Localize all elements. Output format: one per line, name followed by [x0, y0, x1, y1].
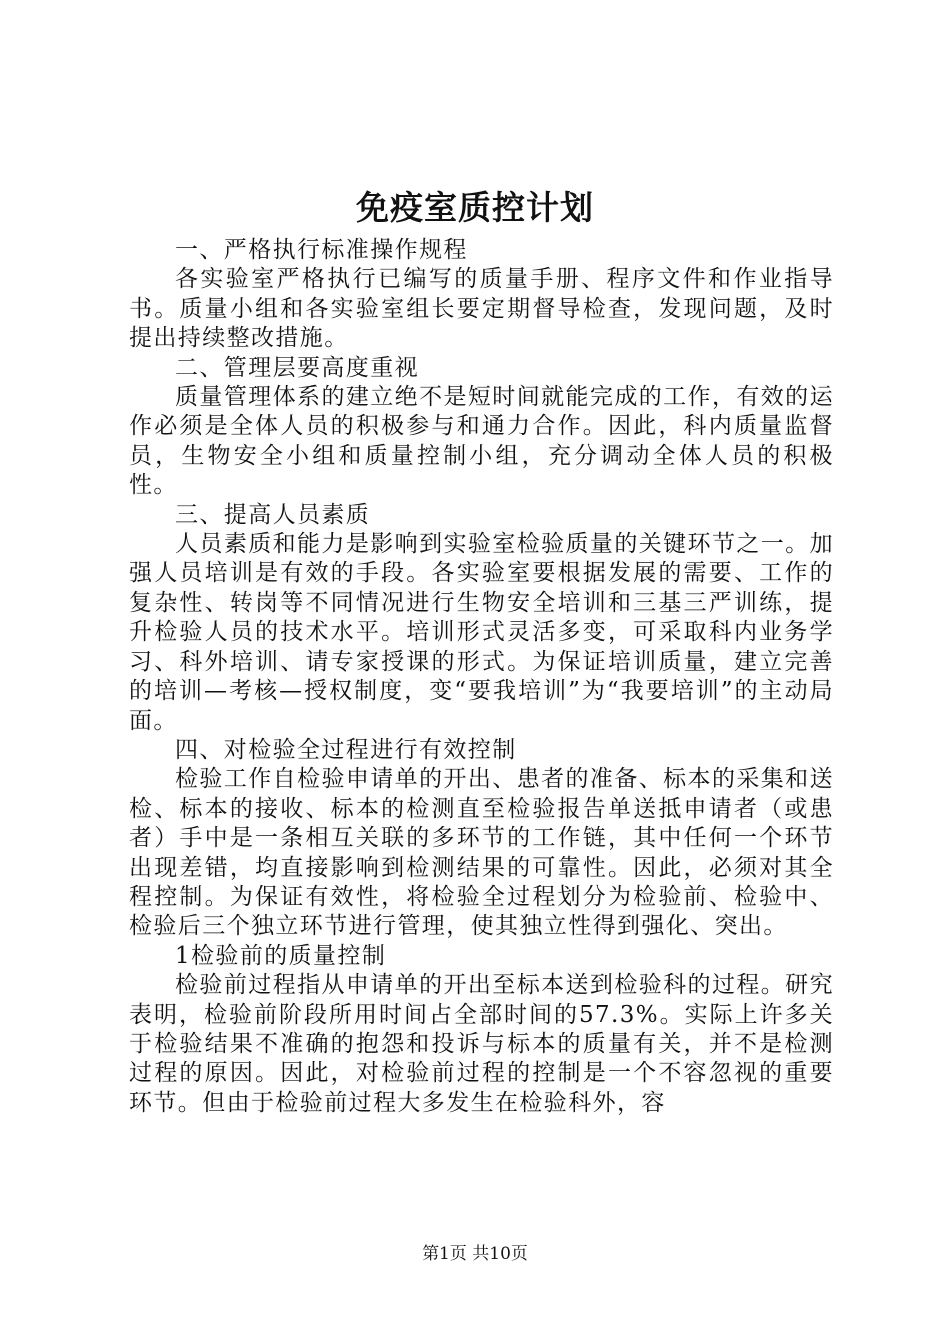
paragraph-1: 各实验室严格执行已编写的质量手册、程序文件和作业指导书。质量小组和各实验室组长要定期督导检查，发现问题，及时提出持续整改措施。: [129, 266, 834, 352]
document-title: 免疫室质控计划: [356, 188, 594, 227]
paragraph-2: 质量管理体系的建立绝不是短时间就能完成的工作，有效的运作必须是全体人员的积极参与和通力合作。因此，科内质量监督员，生物安全小组和质量控制小组，充分调动全体人员的积极性。: [129, 384, 834, 499]
subsection-heading-1: 1检验前的质量控制: [175, 942, 387, 969]
document-body: [129, 236, 834, 1118]
section-heading-2: 二、管理层要高度重视: [175, 354, 419, 381]
paragraph-5: 检验前过程指从申请单的开出至标本送到检验科的过程。研究表明，检验前阶段所用时间占全部时间的57.3%。实际上许多关于检验结果不准确的抱怨和投诉与标本的质量有关，并不是检测过程的原因。因此，对检验前过程的控制是一个不容忽视的重要环节。但由于检验前过程大多发生在检验科外，容: [129, 972, 834, 1116]
section-heading-3: 三、提高人员素质: [175, 501, 371, 528]
section-heading-1: 一、严格执行标准操作规程: [175, 237, 468, 263]
section-heading-4: 四、对检验全过程进行有效控制: [175, 736, 517, 763]
paragraph-3: 人员素质和能力是影响到实验室检验质量的关键环节之一。加强人员培训是有效的手段。各实验室要根据发展的需要、工作的复杂性、转岗等不同情况进行生物安全培训和三基三严训练，提升检验人员的技术水平。培训形式灵活多变，可采取科内业务学习、科外培训、请专家授课的形式。为保证培训质量，建立完善的培训—考核—授权制度，变“要我培训”为“我要培训”的主动局面。: [129, 531, 834, 734]
paragraph-4: 检验工作自检验申请单的开出、患者的准备、标本的采集和送检、标本的接收、标本的检测直至检验报告单送抵申请者（或患者）手中是一条相互关联的多环节的工作链，其中任何一个环节出现差错，均直接影响到检测结果的可靠性。因此，必须对其全程控制。为保证有效性，将检验全过程划分为检验前、检验中、检验后三个独立环节进行管理，使其独立性得到强化、突出。: [129, 766, 834, 940]
page-footer: 第1页 共10页: [422, 1244, 528, 1264]
